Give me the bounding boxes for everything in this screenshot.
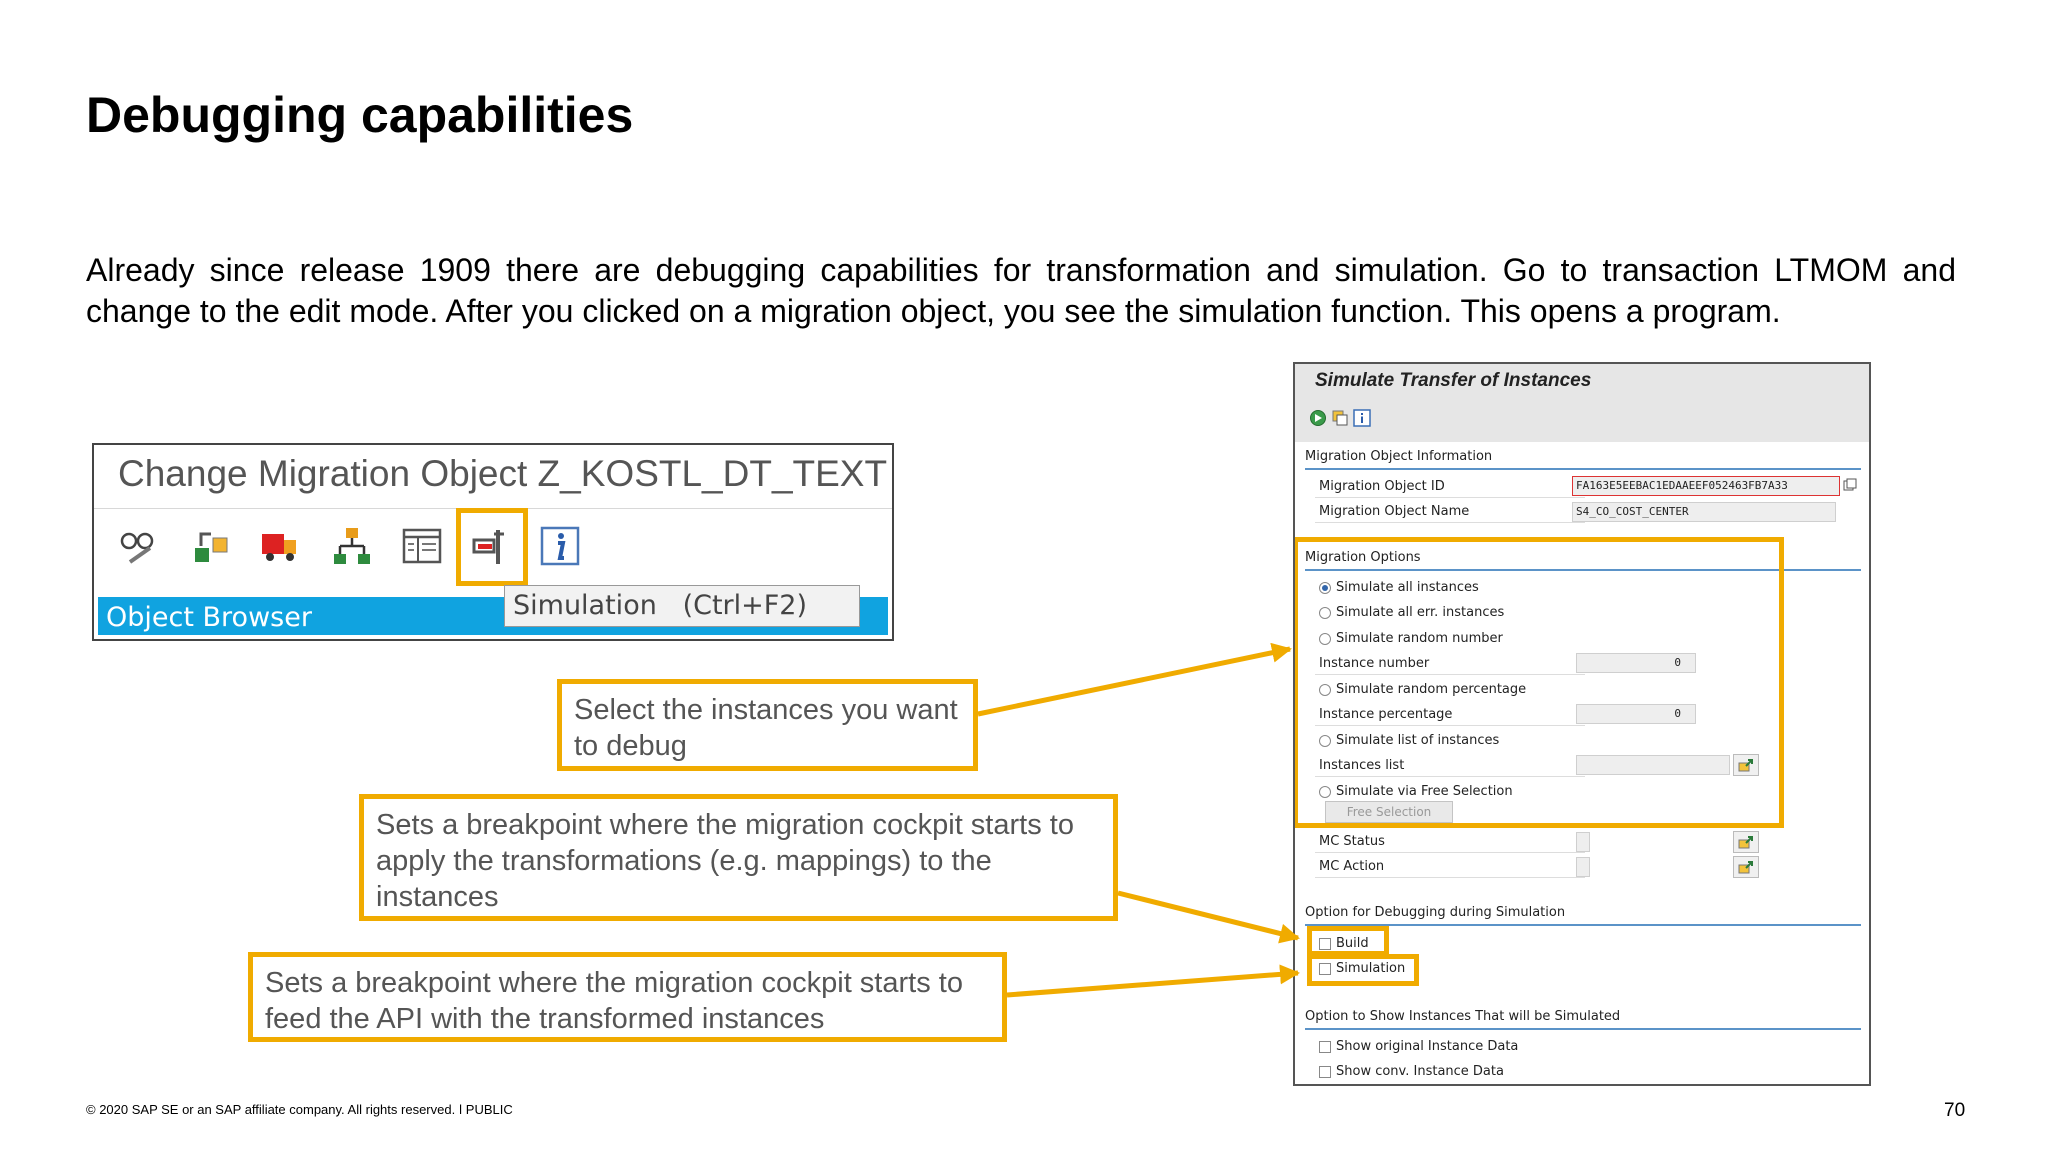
group-object-information <box>1305 449 1861 469</box>
instance-percentage-label: Instance percentage <box>1319 707 1453 722</box>
arrow-to-build <box>1118 893 1298 938</box>
simulate-transfer-dialog <box>1293 362 1871 1086</box>
instance-number-label: Instance number <box>1319 656 1430 671</box>
mc-status-label: MC Status <box>1319 834 1385 849</box>
row-divider <box>1315 877 1585 878</box>
simulation-highlight <box>1307 954 1419 986</box>
instances-list-label: Instances list <box>1319 758 1405 773</box>
radio-simulate-all-label: Simulate all instances <box>1336 580 1479 595</box>
group-show-instances <box>1305 1009 1861 1029</box>
page-number: 70 <box>1944 1100 1966 1121</box>
info-icon[interactable] <box>538 524 582 568</box>
checkbox-show-converted[interactable] <box>1319 1066 1331 1078</box>
copy-field-icon[interactable] <box>1843 478 1857 492</box>
copy-icon[interactable] <box>1331 409 1349 427</box>
arrow-to-migration-options <box>978 649 1290 714</box>
migration-object-name-field: S4_CO_COST_CENTER <box>1572 502 1836 522</box>
radio-simulate-list-label: Simulate list of instances <box>1336 733 1500 748</box>
truck-icon[interactable] <box>258 524 302 568</box>
group-label: Option to Show Instances That will be Simulated <box>1305 1009 1621 1024</box>
callout-simulation-breakpoint: Sets a breakpoint where the migration cockpit starts to feed the API with the transformed instances <box>248 952 1007 1042</box>
group-label: Option for Debugging during Simulation <box>1305 905 1566 920</box>
hierarchy-icon[interactable] <box>330 524 374 568</box>
callout-select-instances: Select the instances you want to debug <box>557 679 978 771</box>
row-divider <box>1315 522 1585 523</box>
toolbar-screenshot <box>92 443 894 641</box>
migration-object-name-label: Migration Object Name <box>1319 504 1470 519</box>
intro-paragraph: Already since release 1909 there are debugging capabilities for transformation and simulation. Go to transaction LTMOM and change to the edit mode. After you clicked on a migration object, you see the simulation function. This opens a program. <box>86 252 1956 329</box>
migration-object-id-field[interactable]: FA163E5EEBAC1EDAAEEF052463FB7A33 <box>1572 476 1840 496</box>
row-divider <box>1315 497 1585 498</box>
upload-arrow-icon <box>1738 860 1754 874</box>
radio-simulate-free-label: Simulate via Free Selection <box>1336 784 1513 799</box>
instance-percentage-field[interactable]: 0 <box>1576 704 1696 724</box>
group-divider <box>1305 468 1861 470</box>
mc-action-label: MC Action <box>1319 859 1385 874</box>
dialog-title: Simulate Transfer of Instances <box>1315 370 1592 391</box>
structure-table-icon[interactable] <box>400 524 444 568</box>
build-highlight <box>1307 926 1389 956</box>
checkbox-simulation-label: Simulation <box>1336 961 1406 976</box>
group-label: Migration Object Information <box>1305 449 1493 464</box>
slide-title: Debugging capabilities <box>86 87 634 143</box>
migration-object-id-label: Migration Object ID <box>1319 479 1445 494</box>
dialog-header <box>1295 364 1869 442</box>
glasses-pencil-icon[interactable] <box>116 524 160 568</box>
free-selection-button[interactable]: Free Selection <box>1325 801 1453 823</box>
group-divider <box>1305 1028 1861 1030</box>
mc-status-field[interactable] <box>1576 832 1590 852</box>
execute-icon[interactable] <box>1309 409 1327 427</box>
migration-options-highlight <box>1293 537 1784 828</box>
simulation-icon-highlight <box>456 508 528 586</box>
group-label: Migration Options <box>1305 550 1421 565</box>
radio-simulate-random-percentage-label: Simulate random percentage <box>1336 682 1527 697</box>
checkbox-show-original-label: Show original Instance Data <box>1336 1039 1519 1054</box>
simulation-tooltip <box>504 585 860 627</box>
toolbar-screenshot-title: Change Migration Object Z_KOSTL_DT_TEXT <box>118 453 888 494</box>
group-debugging <box>1305 905 1861 925</box>
mc-status-button[interactable] <box>1733 831 1759 853</box>
checkbox-build-label: Build <box>1336 936 1369 951</box>
checkbox-show-converted-label: Show conv. Instance Data <box>1336 1064 1504 1079</box>
mc-action-button[interactable] <box>1733 856 1759 878</box>
arrow-to-simulation <box>1007 973 1298 995</box>
callout-build-breakpoint: Sets a breakpoint where the migration cockpit starts to apply the transformations (e.g. mappings) to the instances <box>359 794 1118 921</box>
mc-action-field[interactable] <box>1576 857 1590 877</box>
upload-arrow-icon <box>1738 835 1754 849</box>
checkbox-show-original[interactable] <box>1319 1041 1331 1053</box>
tree-item-label: Object Browser <box>106 602 312 633</box>
footer-copyright: © 2020 SAP SE or an SAP affiliate company. All rights reserved. ǀ PUBLIC <box>86 1102 513 1117</box>
tooltip-text: Simulation (Ctrl+F2) <box>513 590 808 621</box>
radio-simulate-err-label: Simulate all err. instances <box>1336 605 1505 620</box>
info-icon[interactable] <box>1353 409 1371 427</box>
row-divider <box>1315 852 1585 853</box>
move-objects-icon[interactable] <box>189 524 233 568</box>
instance-number-field[interactable]: 0 <box>1576 653 1696 673</box>
radio-simulate-random-number-label: Simulate random number <box>1336 631 1503 646</box>
